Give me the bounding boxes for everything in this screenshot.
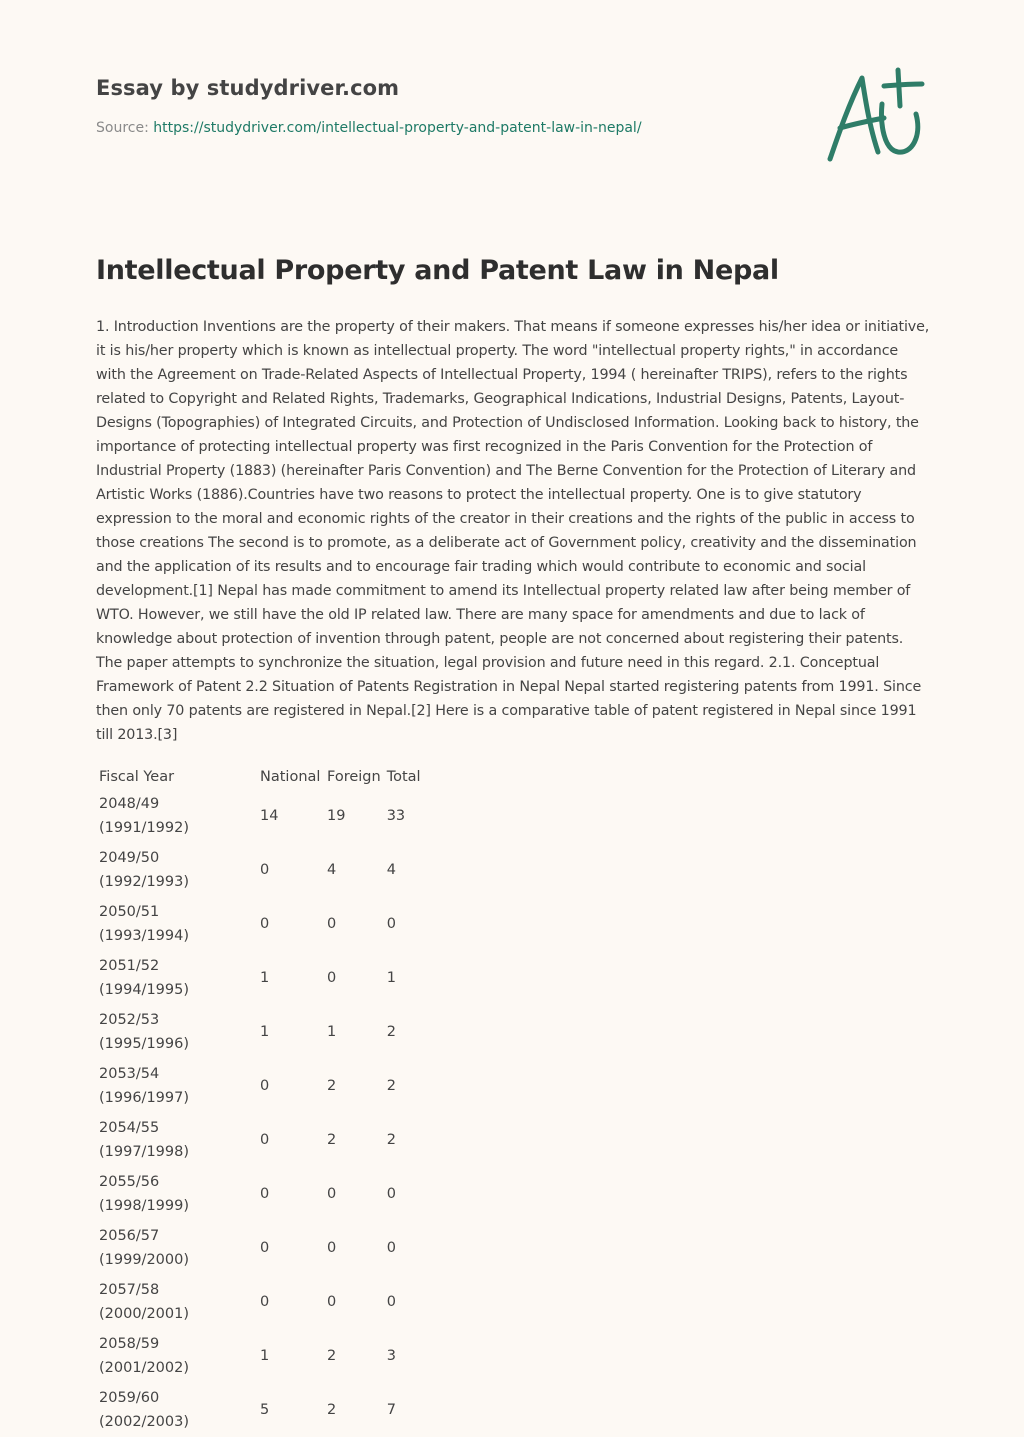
year-ad: (1997/1998) — [99, 1144, 190, 1160]
national-cell: 0 — [260, 1294, 270, 1310]
year-ad: (2001/2002) — [99, 1360, 190, 1376]
year-bs: 2050/51 — [99, 904, 160, 920]
page-header — [96, 76, 796, 136]
year-bs: 2051/52 — [99, 958, 160, 974]
fiscal-year-cell — [96, 1005, 257, 1059]
year-ad: (1995/1996) — [99, 1036, 190, 1052]
fiscal-year-cell — [96, 1113, 257, 1167]
table-row — [96, 951, 440, 1005]
national-cell: 0 — [260, 1186, 270, 1202]
essay-body: 1. Introduction Inventions are the property of their makers. That means if someone expresses his/her idea or initiative, it is his/her property which is known as intellectual property. The word "intellectual property rights," in accordance with the Agreement on Trade-Related Aspects of Intellectual Property, 1994 ( hereinafter TRIPS), refers to the rights related to Copyright and Related Rights, Trademarks, Geographical Indications, Industrial Designs, Patents, Layout-Designs (Topographies) of Integrated Circuits, and Protection of Undisclosed Information. Looking back to history, the importance of protecting intellectual property was first recognized in the Paris Convention for the Protection of Industrial Property (1883) (hereinafter Paris Convention) and The Berne Convention for the Protection of Literary and Artistic Works (1886).Countries have two reasons to protect the intellectual property. One is to give statutory expression to the moral and economic rights of the creator in their creations and the rights of the public in access to those creations The second is to promote, as a deliberate act of Government policy, creativity and the dissemination and the application of its results and to encourage fair trading which would contribute to economic and social development.[1] Nepal has made commitment to amend its Intellectual property related law after being member of WTO. However, we still have the old IP related law. There are many space for amendments and due to lack of knowledge about protection of invention through patent, people are not concerned about registering their patents. The paper attempts to synchronize the situation, legal provision and future need in this regard. 2.1. Conceptual Framework of Patent 2.2 Situation of Patents Registration in Nepal Nepal started registering patents from 1991. Since then only 70 patents are registered in Nepal.[2] Here is a comparative table of patent registered in Nepal since 1991 till 2013.[3] — [96, 319, 930, 743]
fiscal-year-cell — [96, 1383, 257, 1437]
table-header-row — [96, 765, 440, 789]
header-fiscal-year: Fiscal Year — [99, 769, 175, 785]
foreign-cell: 4 — [327, 862, 337, 878]
national-cell: 1 — [260, 970, 270, 986]
foreign-cell: 2 — [327, 1078, 337, 1094]
fiscal-year-cell — [96, 1221, 257, 1275]
total-cell: 3 — [386, 1348, 396, 1364]
source-link[interactable]: https://studydriver.com/intellectual-property-and-patent-law-in-nepal/ — [153, 120, 642, 136]
total-cell: 2 — [386, 1132, 396, 1148]
brand-title: Essay by studydriver.com — [96, 76, 400, 100]
year-bs: 2058/59 — [99, 1336, 160, 1352]
fiscal-year-cell — [96, 1275, 257, 1329]
header-total: Total — [386, 769, 421, 785]
fiscal-year-cell — [96, 789, 257, 843]
header-national: National — [260, 769, 321, 785]
year-bs: 2048/49 — [99, 796, 160, 812]
foreign-cell: 0 — [327, 1240, 337, 1256]
foreign-cell: 2 — [327, 1348, 337, 1364]
year-bs: 2052/53 — [99, 1012, 160, 1028]
total-cell: 0 — [386, 916, 396, 932]
national-cell: 0 — [260, 862, 270, 878]
foreign-cell: 0 — [327, 916, 337, 932]
fiscal-year-cell — [96, 897, 257, 951]
total-cell: 2 — [386, 1024, 396, 1040]
total-cell: 7 — [386, 1402, 396, 1418]
year-ad: (1998/1999) — [99, 1198, 190, 1214]
national-cell: 0 — [260, 1078, 270, 1094]
table-row — [96, 1275, 440, 1329]
foreign-cell: 2 — [327, 1132, 337, 1148]
table-row — [96, 897, 440, 951]
year-ad: (1994/1995) — [99, 982, 190, 998]
table-row — [96, 1005, 440, 1059]
year-ad: (1993/1994) — [99, 928, 190, 944]
source-label: Source: — [96, 120, 154, 136]
fiscal-year-cell — [96, 1059, 257, 1113]
national-cell: 1 — [260, 1024, 270, 1040]
table-row — [96, 1221, 440, 1275]
foreign-cell: 1 — [327, 1024, 337, 1040]
year-ad: (2002/2003) — [99, 1414, 190, 1430]
year-bs: 2055/56 — [99, 1174, 160, 1190]
patent-table — [96, 765, 440, 1437]
national-cell: 1 — [260, 1348, 270, 1364]
foreign-cell: 19 — [327, 808, 346, 824]
national-cell: 0 — [260, 1132, 270, 1148]
total-cell: 33 — [386, 808, 406, 824]
total-cell: 0 — [386, 1294, 396, 1310]
total-cell: 1 — [386, 970, 396, 986]
national-cell: 0 — [260, 1240, 270, 1256]
foreign-cell: 2 — [327, 1402, 337, 1418]
foreign-cell: 0 — [327, 970, 337, 986]
foreign-cell: 0 — [327, 1294, 337, 1310]
year-ad: (2000/2001) — [99, 1306, 190, 1322]
year-ad: (1999/2000) — [99, 1252, 190, 1268]
year-bs: 2049/50 — [99, 850, 160, 866]
essay-title: Intellectual Property and Patent Law in Nepal — [96, 255, 779, 286]
header-foreign: Foreign — [327, 769, 381, 785]
national-cell: 14 — [260, 808, 279, 824]
table-row — [96, 1167, 440, 1221]
fiscal-year-cell — [96, 951, 257, 1005]
a-plus-logo-icon — [822, 66, 930, 166]
national-cell: 5 — [260, 1402, 270, 1418]
fiscal-year-cell — [96, 1329, 257, 1383]
table-row — [96, 1329, 440, 1383]
table-row — [96, 1059, 440, 1113]
total-cell: 0 — [386, 1186, 396, 1202]
year-bs: 2053/54 — [99, 1066, 160, 1082]
year-bs: 2057/58 — [99, 1282, 160, 1298]
year-ad: (1996/1997) — [99, 1090, 190, 1106]
table-row — [96, 789, 440, 843]
total-cell: 2 — [386, 1078, 396, 1094]
fiscal-year-cell — [96, 1167, 257, 1221]
year-ad: (1991/1992) — [99, 820, 190, 836]
year-bs: 2054/55 — [99, 1120, 160, 1136]
fiscal-year-cell — [96, 843, 257, 897]
national-cell: 0 — [260, 916, 270, 932]
foreign-cell: 0 — [327, 1186, 337, 1202]
year-bs: 2056/57 — [99, 1228, 160, 1244]
table-row — [96, 1383, 440, 1437]
total-cell: 4 — [386, 862, 396, 878]
year-ad: (1992/1993) — [99, 874, 190, 890]
table-row — [96, 843, 440, 897]
table-row — [96, 1113, 440, 1167]
year-bs: 2059/60 — [99, 1390, 160, 1406]
source-line — [96, 120, 796, 136]
total-cell: 0 — [386, 1240, 396, 1256]
